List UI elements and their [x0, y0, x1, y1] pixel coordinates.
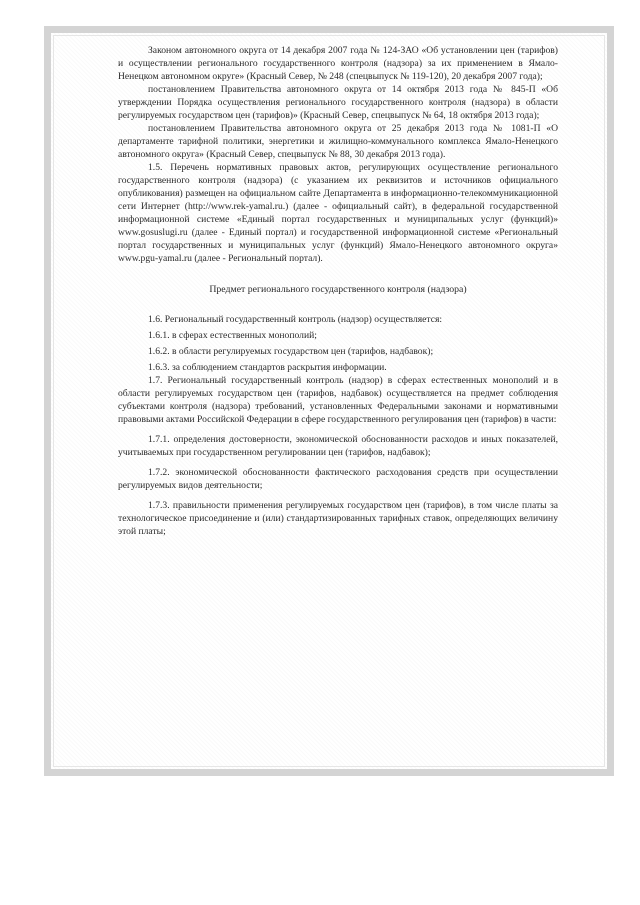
paragraph-1-6-2: 1.6.2. в области регулируемых государством цен (тарифов, надбавок);	[148, 346, 434, 357]
paragraph-1-5-legal-acts-list: 1.5. Перечень нормативных правовых актов, регулирующих осуществление регионального государственного контроля (надзора) (с указанием их реквизитов и источников официального опубликования) размещен на официальном сайте Департамента в информационно-телекоммуникационной сети Интернет (http://www.rek-yamal.ru.) (далее - официальный сайт), в федеральной государственной информационной системе «Единый портал государственных и муниципальных услуг (функций)» www.gosuslugi.ru (далее - Единый портал) и государственной информационной системе «Региональный портал государственных и муниципальных услуг (функций) Ямало-Ненецкого автономного округа» www.pgu-yamal.ru (далее - Региональный портал).	[118, 162, 558, 264]
paragraph-resolution-845-p: постановлением Правительства автономного округа от 14 октября 2013 года № 845-П «Об утверждении Порядка осуществления регионального государственного контроля (надзора) в области регулируемых государством цен (тарифов)» (Красный Север, спецвыпуск № 64, 18 октября 2013 года);	[118, 84, 558, 121]
paragraph-1-7-3: 1.7.3. правильности применения регулируемых государством цен (тарифов), в том числе платы за технологическое присоединение и (или) стандартизированных тарифных ставок, определяющих величину этой платы;	[118, 500, 558, 537]
paragraph-1-6-3: 1.6.3. за соблюдением стандартов раскрытия информации.	[148, 362, 387, 373]
section-heading-subject-of-control: Предмет регионального государственного контроля (надзора)	[209, 284, 467, 295]
paragraph-1-7: 1.7. Региональный государственный контроль (надзор) в сферах естественных монополий и в области регулируемых государством цен (тарифов, надбавок) осуществляется на предмет соблюдения субъектами контроля (надзора) требований, установленных Федеральными законами и нормативными правовыми актами Российской Федерации в сфере государственного регулирования цен (тарифов) в части:	[118, 375, 558, 425]
paragraph-1-7-1: 1.7.1. определения достоверности, экономической обоснованности расходов и иных показателей, учитываемых при государственном регулировании цен (тарифов, надбавок);	[118, 434, 558, 458]
paragraph-1-7-2: 1.7.2. экономической обоснованности фактического расходования средств при осуществлении регулируемых видов деятельности;	[118, 467, 558, 491]
paragraph-resolution-1081-p: постановлением Правительства автономного округа от 25 декабря 2013 года № 1081-П «О департаменте тарифной политики, энергетики и жилищно-коммунального комплекса Ямало-Ненецкого автономного округа» (Красный Север, спецвыпуск № 88, 30 декабря 2013 года).	[118, 123, 558, 160]
paragraph-law-124-zao: Законом автономного округа от 14 декабря 2007 года № 124-ЗАО «Об установлении цен (тарифов) и осуществлении регионального государственного контроля (надзора) за их применением в Ямало-Ненецком автономном округе» (Красный Север, № 248 (спецвыпуск № 119-120), 20 декабря 2007 года);	[118, 45, 558, 82]
paragraph-1-6: 1.6. Региональный государственный контроль (надзор) осуществляется:	[148, 314, 443, 325]
document-body	[118, 44, 558, 538]
paragraph-1-6-1: 1.6.1. в сферах естественных монополий;	[148, 330, 317, 341]
